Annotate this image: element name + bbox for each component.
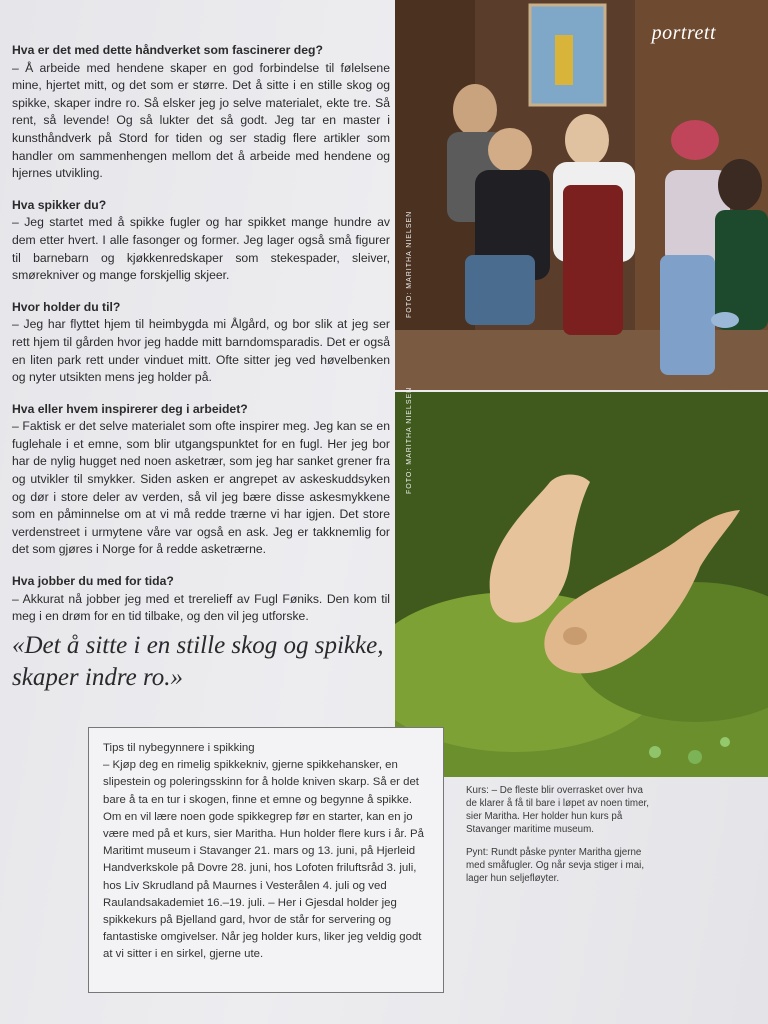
- qa-block: [12, 197, 390, 285]
- wooden-birds-illustration: [395, 392, 768, 777]
- answer: – Faktisk er det selve materialet som ofte inspirer meg. Jeg kan se en fuglehale i et emne, som blir utgangspunktet for en fugl. Her jeg bor har de nylig hugget ned noen asketrær, som jeg har sanket grener fra og utvikler til smykker. Siden asken er angrepet av askeskuddsyken og dør i store deler av verden, så vil jeg bære disse askesmykkene som en påminnelse om at vi må redde trærne vi har igjen. Det store verdenstreet i urmytene våre var også en ask. Jeg er takknemlig for det som gjøres i Norge for å redde asketrærne.: [12, 419, 390, 557]
- caption-decoration: Pynt: Rundt påske pynter Maritha gjerne med småfugler. Og når sevja stiger i mai, lager hun seljefløyter.: [466, 847, 645, 884]
- qa-block: [12, 401, 390, 559]
- section-tag: portrett: [651, 22, 716, 44]
- caption-course: Kurs: – De fleste blir overrasket over hva de klarer å få til bare i løpet av noen timer, sier Maritha. Her holder hun kurs på Stavanger maritime museum.: [466, 785, 649, 835]
- photo-credit: FOTO: MARITHA NIELSEN: [406, 386, 413, 494]
- question: Hva spikker du?: [12, 197, 107, 212]
- tips-box: [88, 727, 444, 993]
- pull-quote: «Det å sitte i en stille skog og spikke, skaper indre ro.»: [12, 632, 384, 691]
- wooden-birds-photo: [395, 392, 768, 777]
- answer: – Jeg startet med å spikke fugler og har spikket mange hundre av dem etter hvert. I alle fasonger og former. Jeg lager også små figurer til barnebarn og kjøkkenredskaper som stekespader, sleiver, smørekniver og mange forskjellig skjeer.: [12, 215, 390, 283]
- photo-credit: FOTO: MARITHA NIELSEN: [406, 210, 413, 318]
- answer: – Jeg har flyttet hjem til heimbygda mi Ålgård, og bor slik at jeg ser rett hjem til gården hvor jeg hadde mitt barndomsparadis. Det er også en liten park rett under vinduet mitt. Ofte sitter jeg ved høvelbenken og nyter utsikten mens jeg holder på.: [12, 317, 390, 385]
- answer: – Akkurat nå jobber jeg med et trerelieff av Fugl Føniks. Den kom til meg i en drøm for en tid tilbake, og den vil jeg utforske.: [12, 591, 390, 624]
- interview-column: [12, 42, 390, 640]
- workshop-photo: [395, 0, 768, 390]
- tips-text: – Kjøp deg en rimelig spikkekniv, gjerne spikkehansker, en slipestein og poleringsskinn for å holde kniven skarp. Så er det bare å ta en tur i skogen, finne et emne og begynne å spikke. Om en vil lære noen gode spikkegrep før en starter, kan en jo være med på et kurs, sier Maritha. Hun holder flere kurs i år. På Maritimt museum i Stavanger 21. mars og 13. juni, på Hjerleid Handverkskole på Dovre 28. juni, hos Lofoten friluftsråd 3. juli, hos Liv Skrudland på Maurnes i Vesterålen 4. juli og ved Raulandsakademiet 16.–19. juli. – Her i Gjesdal holder jeg spikkekurs på Bjelland gard, hvor de står for servering og fantastiske omgivelser. Når jeg holder kurs, liker jeg veldig godt at vi sitter i en sirkel, gjerne ute.: [103, 759, 424, 961]
- question: Hvor holder du til?: [12, 299, 121, 314]
- qa-block: [12, 42, 390, 183]
- qa-block: [12, 299, 390, 387]
- question: Hva er det med dette håndverket som fascinerer deg?: [12, 43, 323, 57]
- tips-title: Tips til nybegynnere i spikking: [103, 742, 255, 754]
- qa-block: [12, 573, 390, 626]
- question: Hva eller hvem inspirerer deg i arbeidet?: [12, 401, 248, 416]
- question: Hva jobber du med for tida?: [12, 574, 174, 589]
- photo-captions: [466, 784, 654, 895]
- answer: – Å arbeide med hendene skaper en god forbindelse til følelsene mine, hjertet mitt, og det som er større. Det å sitte i en stille skog og spikke, skaper indre ro. Så elsker jeg jo selve materialet, ekte tre. Så rent, så levende! Og så lukter det så godt. Jeg tar en master i kunsthåndverk på Stord for tiden og ser stadig flere artikler som handler om sammenhengen mellom det å arbeide med hendene og hjernes utvikling.: [12, 60, 390, 181]
- workshop-illustration: [395, 0, 768, 390]
